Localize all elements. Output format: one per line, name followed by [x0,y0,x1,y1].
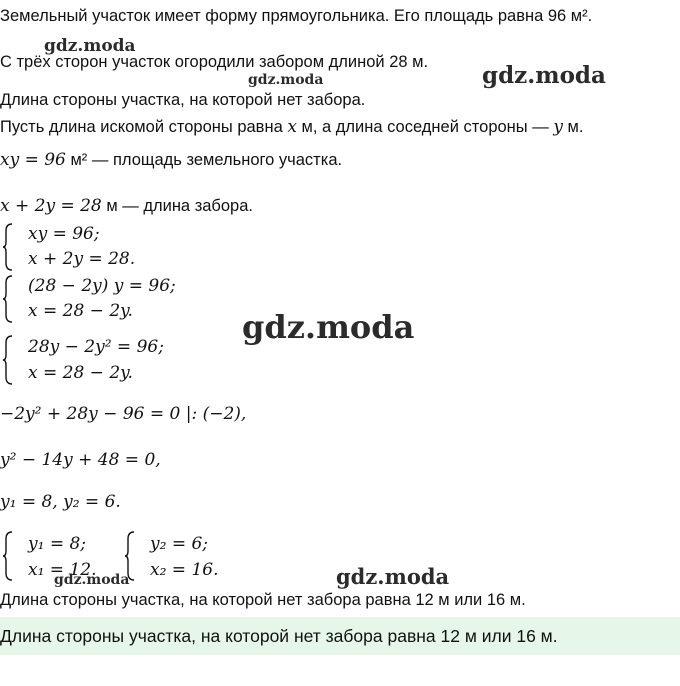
var-x: x [287,117,297,137]
watermark: gdz.moda [482,62,606,89]
condition-line-1: Земельный участок имеет форму прямоугольника. Его площадь равна 96 м². [0,7,593,25]
system-1 [2,222,202,272]
area-line [0,150,342,170]
answer-box [0,617,680,655]
system-4a-row-1: y₁ = 8; [28,534,87,554]
area-text: м² — площадь земельного участка. [65,151,343,169]
system-3 [2,334,222,386]
let-text-a: Пусть длина искомой стороны равна [0,118,288,136]
system-4b-row-1: y₂ = 6; [150,534,209,554]
fence-text: м — длина забора. [101,197,253,215]
equation-reduced: y² − 14y + 48 = 0, [0,450,161,470]
system-4a-row-2: x₁ = 12. [28,560,97,580]
watermark: gdz.moda [44,36,136,56]
question-line: Длина стороны участка, на которой нет забора. [0,91,366,109]
system-4b [124,530,244,582]
watermark: gdz.moda [336,564,450,589]
area-equation: xy = 96 [0,150,66,170]
system-3-row-2: x = 28 − 2y. [28,363,133,383]
answer-text: Длина стороны участка, на которой нет забора равна 12 м или 16 м. [0,626,558,646]
watermark: gdz.moda [54,572,130,588]
let-text-c: м. [562,118,584,136]
var-y: y [553,117,563,137]
condition-line-2: С трёх сторон участок огородили забором длиной 28 м. [0,53,429,71]
let-line [0,117,583,137]
fence-equation: x + 2y = 28 [0,196,102,216]
system-2 [2,274,222,324]
brace-icon [2,274,10,324]
equation-divide: −2y² + 28y − 96 = 0 |: (−2), [0,404,247,424]
conclusion-line: Длина стороны участка, на которой нет забора равна 12 м или 16 м. [0,591,526,609]
system-2-row-1: (28 − 2y) y = 96; [28,276,176,296]
system-4b-row-2: x₂ = 16. [150,560,219,580]
watermark: gdz.moda [242,308,415,346]
brace-icon [2,222,10,272]
equation-roots: y₁ = 8, y₂ = 6. [0,492,121,512]
fence-line [0,196,253,216]
system-3-row-1: 28y − 2y² = 96; [28,337,164,357]
system-1-row-1: xy = 96; [28,224,100,244]
brace-icon [2,530,10,582]
let-text-b: м, а длина соседней стороны — [296,118,554,136]
system-2-row-2: x = 28 − 2y. [28,301,133,321]
system-1-row-2: x + 2y = 28. [28,249,136,269]
watermark: gdz.moda [248,72,324,88]
brace-icon [2,334,10,386]
